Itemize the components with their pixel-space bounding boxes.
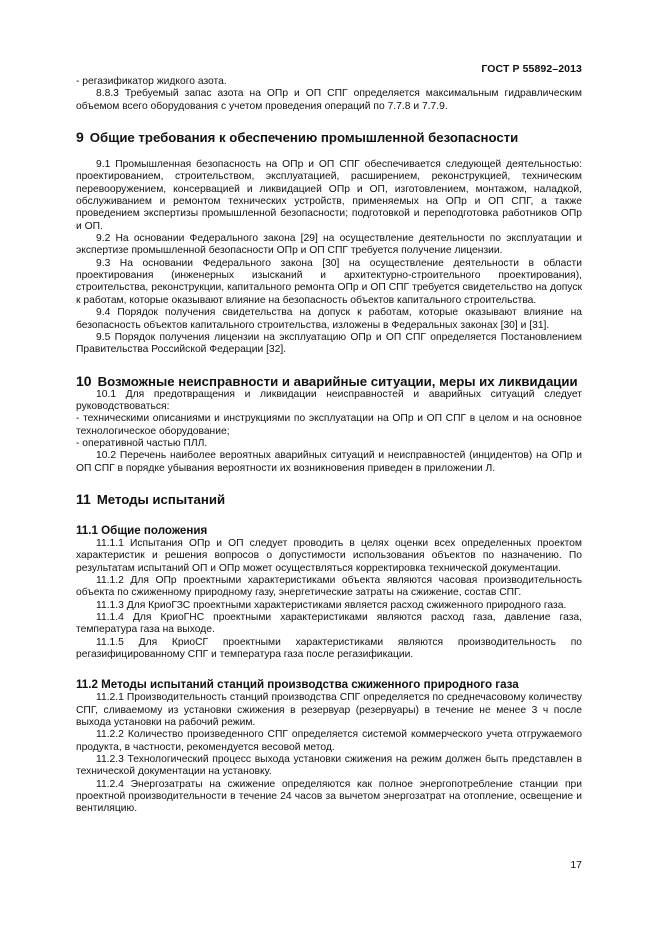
section-number: 11 [76, 490, 91, 507]
spacer [76, 475, 582, 492]
paragraph: 9.4 Порядок получения свидетельства на допуск к работам, которые оказывают влияние на безопасность объектов капитального строительства, изложены в Федеральных законах [30] и [31]. [76, 307, 582, 331]
paragraph: 9.5 Порядок получения лицензии на эксплуатацию ОПр и ОП СПГ определяется Постановлением Правительства Российской Федерации [32]. [76, 331, 582, 356]
paragraph: 11.2.2 Количество произведенного СПГ определяется системой коммерческого учета отгружаемого продукта, в частности, рекомендуется весовой метод. [76, 729, 582, 753]
paragraph: 11.2.4 Энергозатраты на сжижение определяются как полное энергопотребление станции при проектной производительности в течение 24 часов за вычетом энергозатрат на отопление, освещение и вентиляцию. [76, 778, 582, 815]
section-heading [76, 374, 582, 389]
section-title: Методы испытаний [96, 491, 226, 507]
paragraph: 9.3 На основании Федерального закона [30] на осуществление деятельности в области проектирования (инженерных изысканий и архитектурно-строительного проектирования), строительства, реконструкции, капитального ремонта ОПр и ОП СПГ требуется свидетельство на допуск к работам, которые оказывают влияние на безопасность объектов капитального строительства. [76, 257, 582, 306]
paragraph: 11.2.3 Технологический процесс выхода установки сжижения на режим должен быть представлен в технической документации на установку. [76, 754, 582, 778]
section-number: 10 [76, 372, 92, 389]
section-heading [76, 492, 582, 507]
paragraph: - техническими описаниями и инструкциями по эксплуатации на ОПр и ОП СПГ в целом и на основное технологическое оборудование; [76, 413, 582, 437]
paragraph: 9.2 На основании Федерального закона [29] на осуществление деятельности по эксплуатации и экспертизе промышленной безопасности ОПр и ОП СПГ требуется получение лицензии. [76, 233, 582, 257]
paragraph: 11.1.2 Для ОПр проектными характеристиками объекта являются часовая производительность объекта по сжиженному природному газу, энергетические затраты на сжижение, состав СПГ. [76, 574, 582, 599]
paragraph: 9.1 Промышленная безопасность на ОПр и ОП СПГ обеспечивается следующей деятельностью: проектированием, строительством, эксплуатацией, расширением, реконструкцией, техническим перевооружением, консервацией и ликвидацией ОПр и ОП, изготовлением, монтажом, наладкой, обслуживанием и ремонтом технических устройств, применяемых на ОПр и ОП СПГ, а также проведением экспертизы промышленной безопасности; подготовкой и переподготовка работников ОПр и ОП. [76, 159, 582, 232]
spacer [76, 145, 582, 159]
paragraph: 8.8.3 Требуемый запас азота на ОПр и ОП СПГ определяется максимальным гидравлическим объемом всего оборудования с учетом проведения операций по 7.7.8 и 7.7.9. [76, 88, 582, 112]
paragraph: - оперативной частью ПЛЛ. [76, 437, 208, 449]
paragraph: 11.1.3 Для КриоГЗС проектными характеристиками является расход сжиженного природного газа. [96, 599, 567, 611]
section-heading [76, 130, 582, 145]
page-number: 17 [570, 859, 582, 871]
spacer [76, 113, 582, 130]
paragraph: 11.1.1 Испытания ОПр и ОП следует проводить в целях оценки всех определенных проектом характеристик и решения вопросов о допустимости использования объектов по назначению. По результатам испытаний ОП и ОПр может осуществляться корректировка технической документации. [76, 537, 582, 574]
spacer [76, 507, 582, 524]
paragraph: 11.2.1 Производительность станций производства СПГ определяется по среднечасовому количеству СПГ, сливаемому из установки сжижения в резервуар (резервуары) в течение не менее 3 ч после выхода установки на рабочий режим. [76, 692, 582, 729]
section-title: Возможные неисправности и аварийные ситуации, меры их ликвидации [97, 373, 578, 389]
spacer [76, 357, 582, 374]
document-body [76, 76, 582, 816]
paragraph: 11.1.4 Для КриоГНС проектными характеристиками являются расход газа, давление газа, температура газа на выходе. [76, 612, 582, 636]
section-number: 9 [76, 129, 84, 146]
paragraph: 11.1.5 Для КриоСГ проектными характеристиками являются производительность по регазифицированному СПГ и температура газа после регазификации. [76, 636, 582, 661]
paragraph: - регазификатор жидкого азота. [76, 76, 227, 87]
paragraph: 10.2 Перечень наиболее вероятных аварийных ситуаций и неисправностей (инцидентов) на ОПр и ОП СПГ в порядке убывания вероятности их возникновения приведен в приложении Л. [76, 450, 582, 474]
subsection-heading: 11.1 Общие положения [76, 523, 208, 537]
spacer [76, 661, 582, 678]
document-code: ГОСТ Р 55892–2013 [481, 63, 582, 75]
subsection-heading: 11.2 Методы испытаний станций производства сжиженного природного газа [76, 678, 519, 692]
paragraph: 10.1 Для предотвращения и ликвидации неисправностей и аварийных ситуаций следует руководствоваться: [76, 388, 582, 412]
section-title: Общие требования к обеспечению промышленной безопасности [89, 130, 519, 146]
